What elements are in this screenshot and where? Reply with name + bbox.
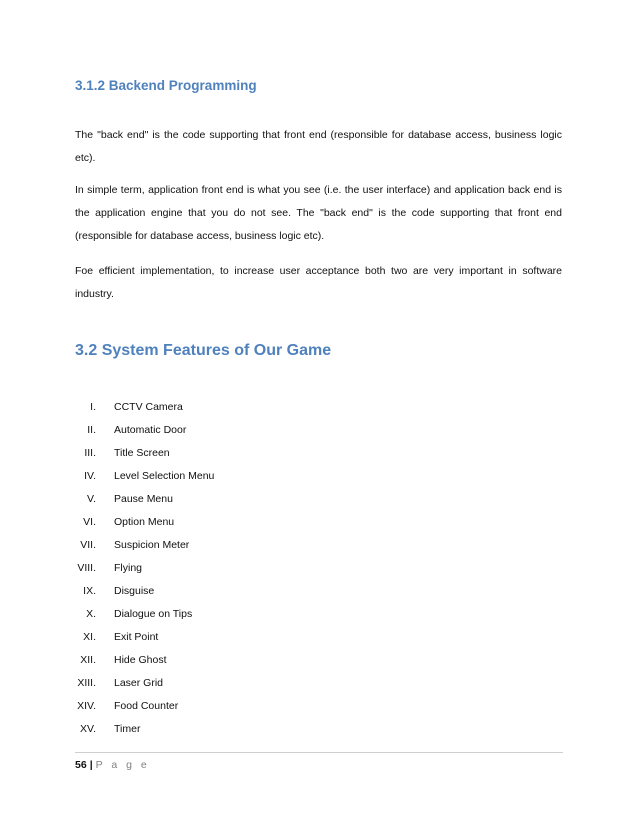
list-item-label: Timer <box>114 723 141 735</box>
page-footer <box>75 759 150 771</box>
list-item-number: VI. <box>83 516 96 528</box>
list-item <box>60 465 214 488</box>
list-item-number: XIII. <box>77 677 96 689</box>
paragraph: The "back end" is the code supporting that front end (responsible for database access, business logic etc). <box>75 129 562 164</box>
features-heading: 3.2 System Features of Our Game <box>75 342 332 359</box>
list-item-label: Automatic Door <box>114 424 187 436</box>
list-item-number: IX. <box>83 585 96 597</box>
list-item <box>60 557 214 580</box>
list-item-label: Laser Grid <box>114 677 164 689</box>
page-label: P a g e <box>95 759 150 771</box>
list-item-number: VII. <box>80 539 96 551</box>
list-item-label: Hide Ghost <box>114 654 167 666</box>
list-item-number: III. <box>84 447 96 459</box>
list-item-label: Flying <box>114 562 143 574</box>
footer-separator: | <box>89 759 93 771</box>
list-item-number: XV. <box>80 723 96 735</box>
list-item-number: XI. <box>83 631 96 643</box>
list-item-label: Dialogue on Tips <box>114 608 193 620</box>
list-item <box>60 419 214 442</box>
list-item-label: Food Counter <box>114 700 179 712</box>
list-item <box>60 580 214 603</box>
list-item-number: VIII. <box>77 562 96 574</box>
list-item <box>60 672 214 695</box>
list-item-number: V. <box>87 493 96 505</box>
list-item <box>60 695 214 718</box>
list-item-number: XII. <box>80 654 96 666</box>
features-list <box>60 396 214 741</box>
list-item-number: II. <box>87 424 96 436</box>
list-item <box>60 488 214 511</box>
list-item <box>60 534 214 557</box>
list-item-label: Pause Menu <box>114 493 173 505</box>
list-item-label: Title Screen <box>114 447 170 459</box>
list-item <box>60 718 214 741</box>
list-item-label: Exit Point <box>114 631 159 643</box>
list-item <box>60 511 214 534</box>
list-item-label: CCTV Camera <box>114 401 183 413</box>
page-number: 56 <box>75 759 87 771</box>
list-item-label: Suspicion Meter <box>114 539 190 551</box>
list-item-label: Level Selection Menu <box>114 470 215 482</box>
list-item <box>60 442 214 465</box>
paragraph: In simple term, application front end is what you see (i.e. the user interface) and application back end is the application engine that you do not see. The "back end" is the code supporting that front end (responsible for database access, business logic etc). <box>75 184 562 242</box>
list-item-label: Disguise <box>114 585 155 597</box>
section-heading: 3.1.2 Backend Programming <box>75 78 257 93</box>
list-item <box>60 603 214 626</box>
list-item-number: XIV. <box>77 700 96 712</box>
list-item-label: Option Menu <box>114 516 175 528</box>
paragraph: Foe efficient implementation, to increase user acceptance both two are very important in software industry. <box>75 265 562 300</box>
list-item-number: I. <box>90 401 96 413</box>
list-item-number: X. <box>86 608 96 620</box>
list-item <box>60 396 214 419</box>
list-item-number: IV. <box>84 470 96 482</box>
footer-divider <box>75 752 563 753</box>
list-item <box>60 649 214 672</box>
list-item <box>60 626 214 649</box>
